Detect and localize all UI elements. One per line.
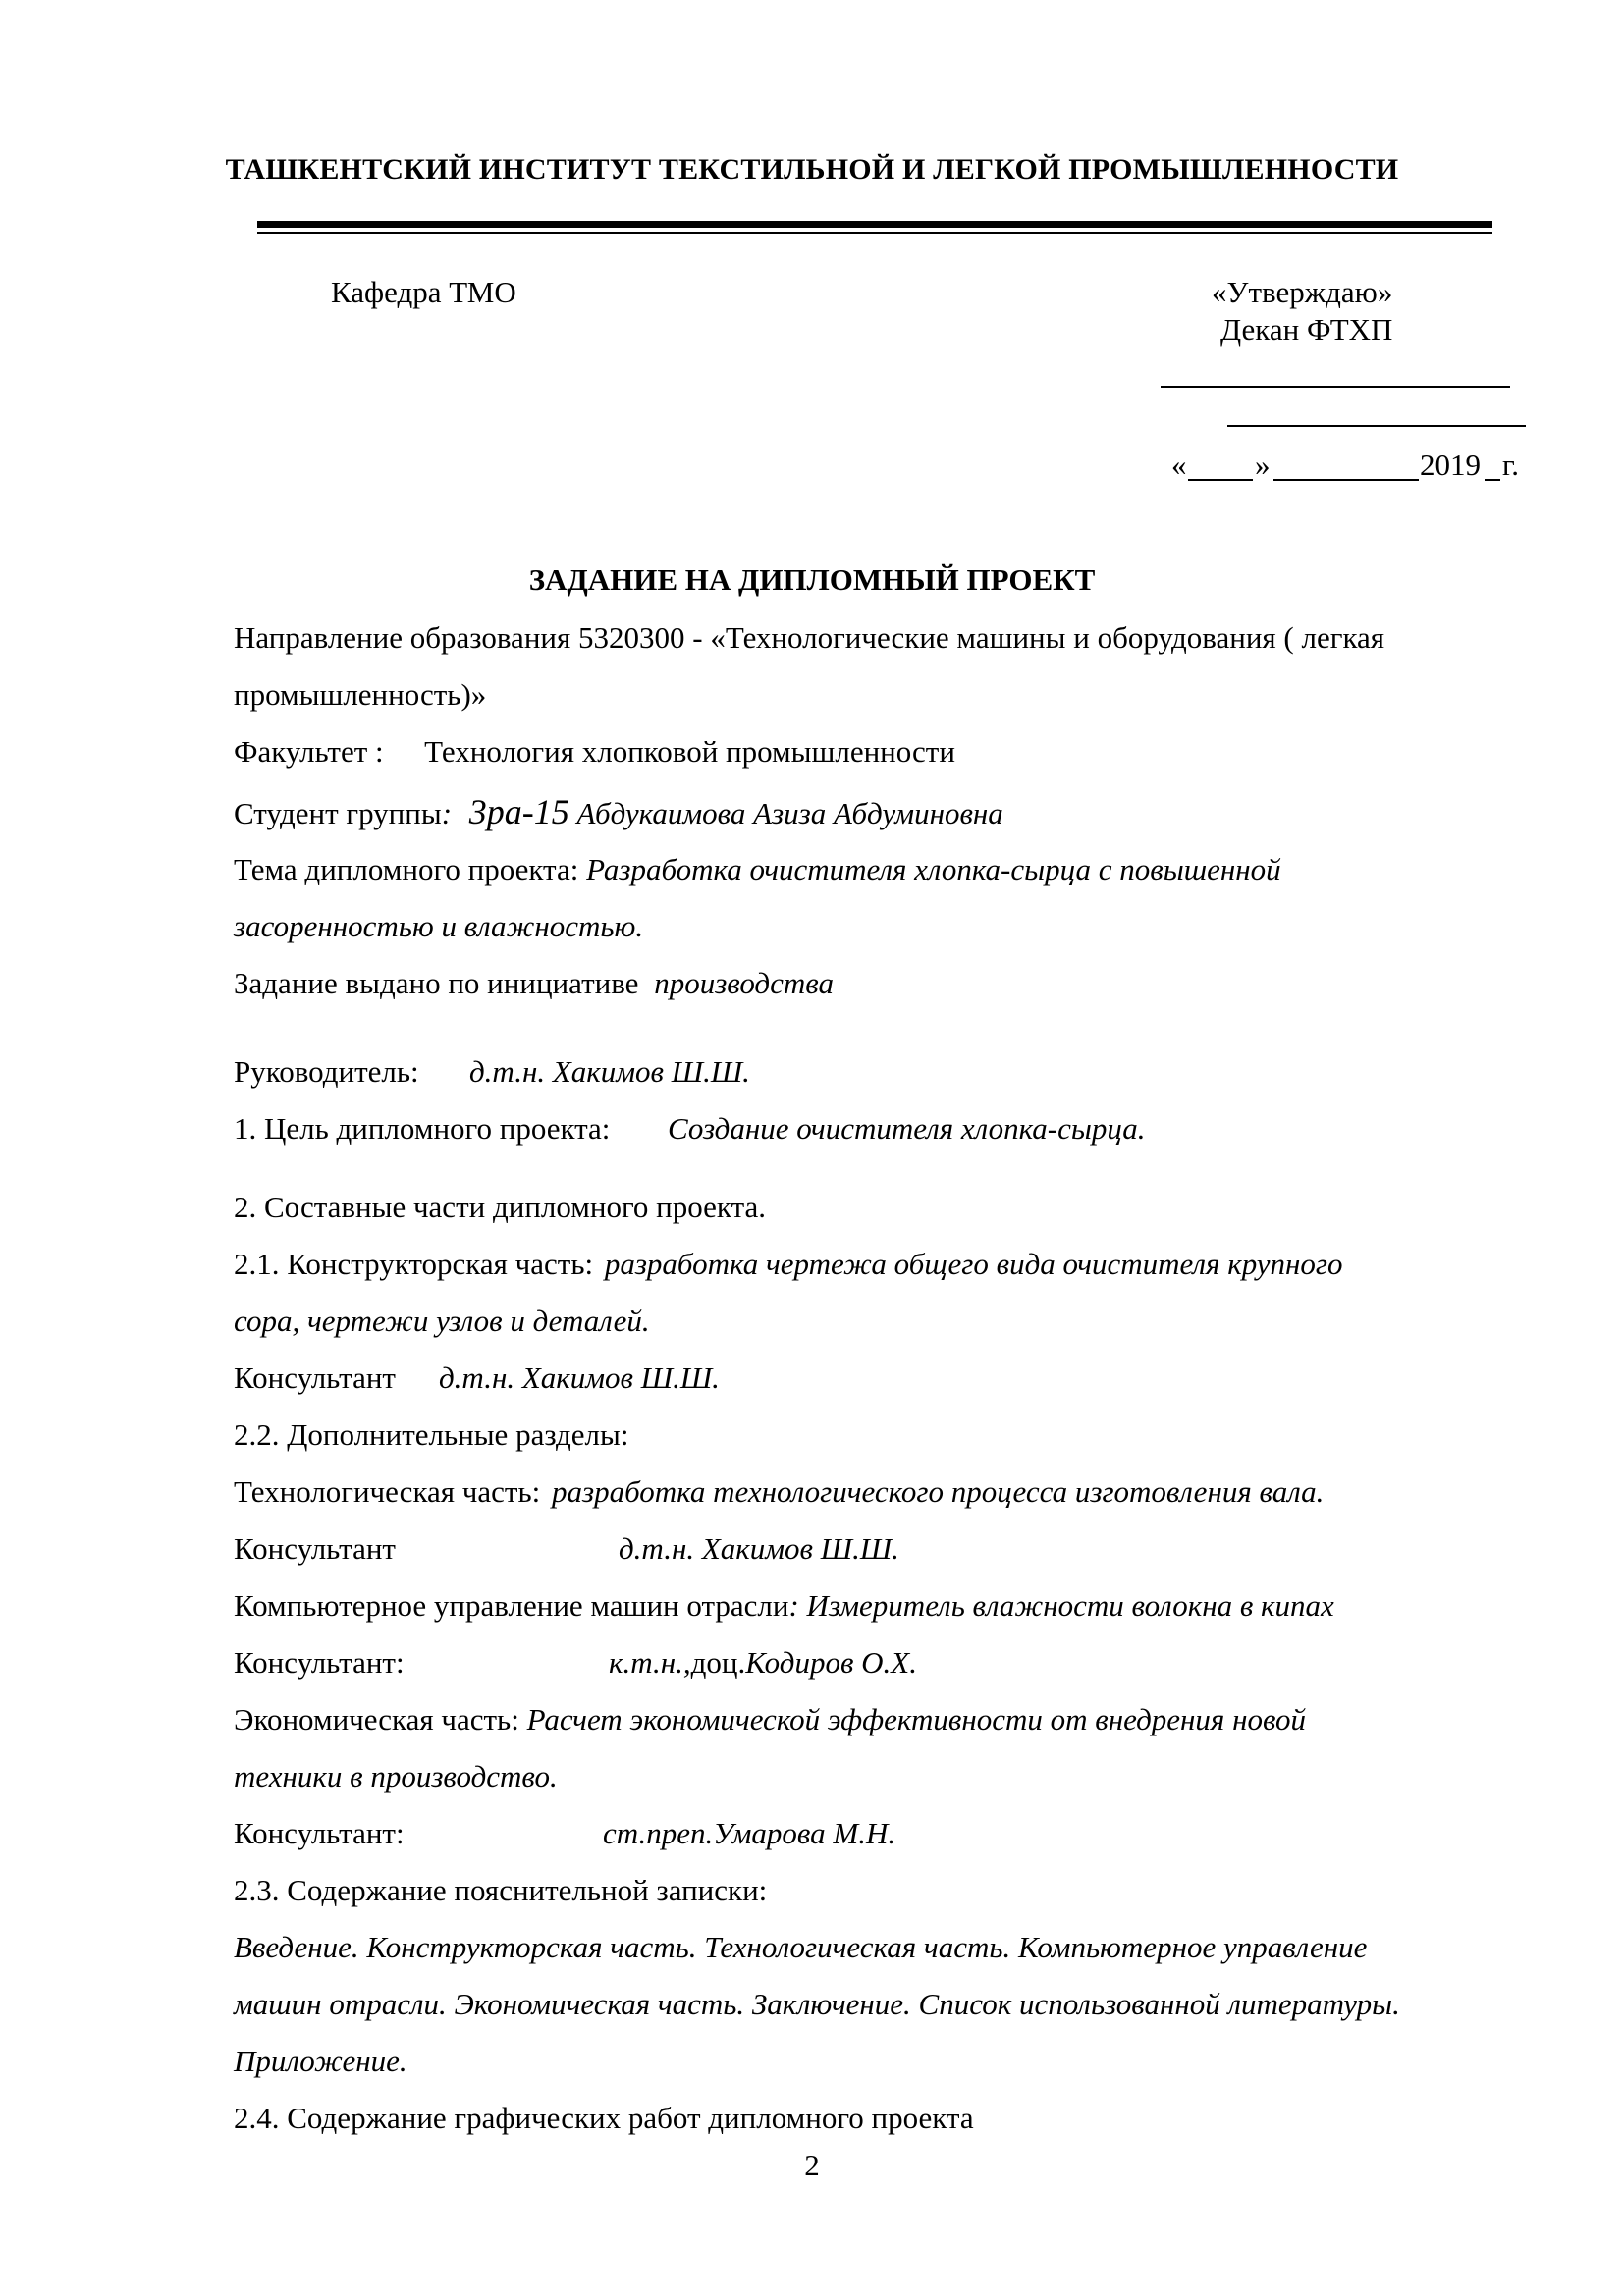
additional-heading: 2.2. Дополнительные разделы: [234,1417,629,1452]
date-open-quote: « [1171,448,1187,482]
institute-title: ТАШКЕНТСКИЙ ИНСТИТУТ ТЕКСТИЛЬНОЙ И ЛЕГКОЙ ПРОМЫШЛЕННОСТИ [225,153,1399,186]
goal-label: 1. Цель дипломного проекта: [234,1111,611,1146]
economic-value-line2: техники в производство. [234,1759,558,1793]
computer-consultant-degree: к.т.н., [609,1645,691,1680]
approve-label: «Утверждаю» [1212,275,1393,309]
dean-label: Декан ФТХП [1220,312,1393,347]
computer-consultant-label: Консультант: [234,1645,405,1680]
date-close-quote: » [1255,448,1271,482]
note-line2: машин отрасли. Экономическая часть. Заключение. Список использованной литературы. [234,1987,1400,2021]
design-row [234,1247,1343,1282]
signature-line-2 [1227,425,1526,427]
student-label: Студент группы [234,796,442,830]
design-consultant-value: д.т.н. Хакимов Ш.Ш. [439,1361,720,1395]
initiative-label: Задание выдано по инициативе [234,966,639,1000]
faculty-value: Технология хлопковой промышленности [424,734,955,769]
parts-heading: 2. Составные части дипломного проекта. [234,1190,767,1224]
date-suffix: г. [1502,448,1519,482]
student-group: 3ра-15 [468,792,569,831]
economic-consultant-value: ст.преп.Умарова М.Н. [603,1816,896,1850]
technology-value: разработка технологического процесса изготовления вала. [551,1474,1325,1509]
supervisor-value: д.т.н. Хакимов Ш.Ш. [469,1054,750,1089]
initiative-row [234,966,834,1001]
economic-row [234,1702,1306,1737]
signature-line-1 [1161,386,1510,388]
note-heading: 2.3. Содержание пояснительной записки: [234,1873,768,1907]
goal-value: Создание очистителя хлопка-сырца. [668,1111,1146,1146]
economic-value-line1: Расчет экономической эффективности от внедрения новой [526,1702,1306,1736]
direction-line1: Направление образования 5320300 - «Технологические машины и оборудования ( легкая [234,620,1385,655]
graphics-heading: 2.4. Содержание графических работ дипломного проекта [234,2101,974,2135]
date-year-blank [1485,479,1500,481]
computer-label: Компьютерное управление машин отрасли [234,1588,789,1623]
faculty-label: Факультет : [234,734,384,769]
date-day-blank [1188,479,1253,481]
note-line3: Приложение. [234,2044,407,2078]
supervisor-label: Руководитель: [234,1054,419,1089]
topic-value-line1: Разработка очистителя хлопка-сырца с повышенной [586,852,1281,886]
technology-row [234,1474,1324,1510]
economic-label: Экономическая часть: [234,1702,519,1736]
faculty-row [234,734,955,770]
topic-value-line2: засоренностью и влажностью. [234,909,644,943]
design-label: 2.1. Конструкторская часть: [234,1247,594,1281]
header-rule-thick [257,221,1492,228]
header-rule-thin [257,232,1492,234]
computer-consultant-value [609,1645,917,1681]
student-row [234,791,1003,832]
design-value-line1: разработка чертежа общего вида очистителя крупного [604,1247,1343,1281]
technology-label: Технологическая часть: [234,1474,541,1509]
technology-consultant-label: Консультант [234,1531,396,1566]
student-name: Абдукаимова Азиза Абдуминовна [576,796,1003,830]
design-consultant-label: Консультант [234,1361,396,1395]
initiative-value: производства [654,966,835,1000]
technology-consultant-value: д.т.н. Хакимов Ш.Ш. [619,1531,899,1566]
computer-value: : Измеритель влажности волокна в кипах [788,1588,1334,1623]
date-year: 2019 [1420,448,1481,482]
design-value-line2: сора, чертежи узлов и деталей. [234,1304,650,1338]
department-label: Кафедра ТМО [331,275,516,309]
computer-consultant-title: доц. [690,1645,746,1680]
page-number: 2 [804,2148,820,2182]
economic-consultant-label: Консультант: [234,1816,405,1850]
document-title: ЗАДАНИЕ НА ДИПЛОМНЫЙ ПРОЕКТ [528,562,1096,597]
computer-consultant-name: Кодиров О.Х. [745,1645,917,1680]
topic-label: Тема дипломного проекта: [234,852,579,886]
computer-row [234,1588,1334,1624]
student-colon: : [441,796,453,830]
note-line1: Введение. Конструкторская часть. Технологическая часть. Компьютерное управление [234,1930,1368,1964]
date-month-blank [1273,479,1419,481]
topic-row [234,852,1281,887]
direction-line2: промышленность)» [234,677,487,712]
